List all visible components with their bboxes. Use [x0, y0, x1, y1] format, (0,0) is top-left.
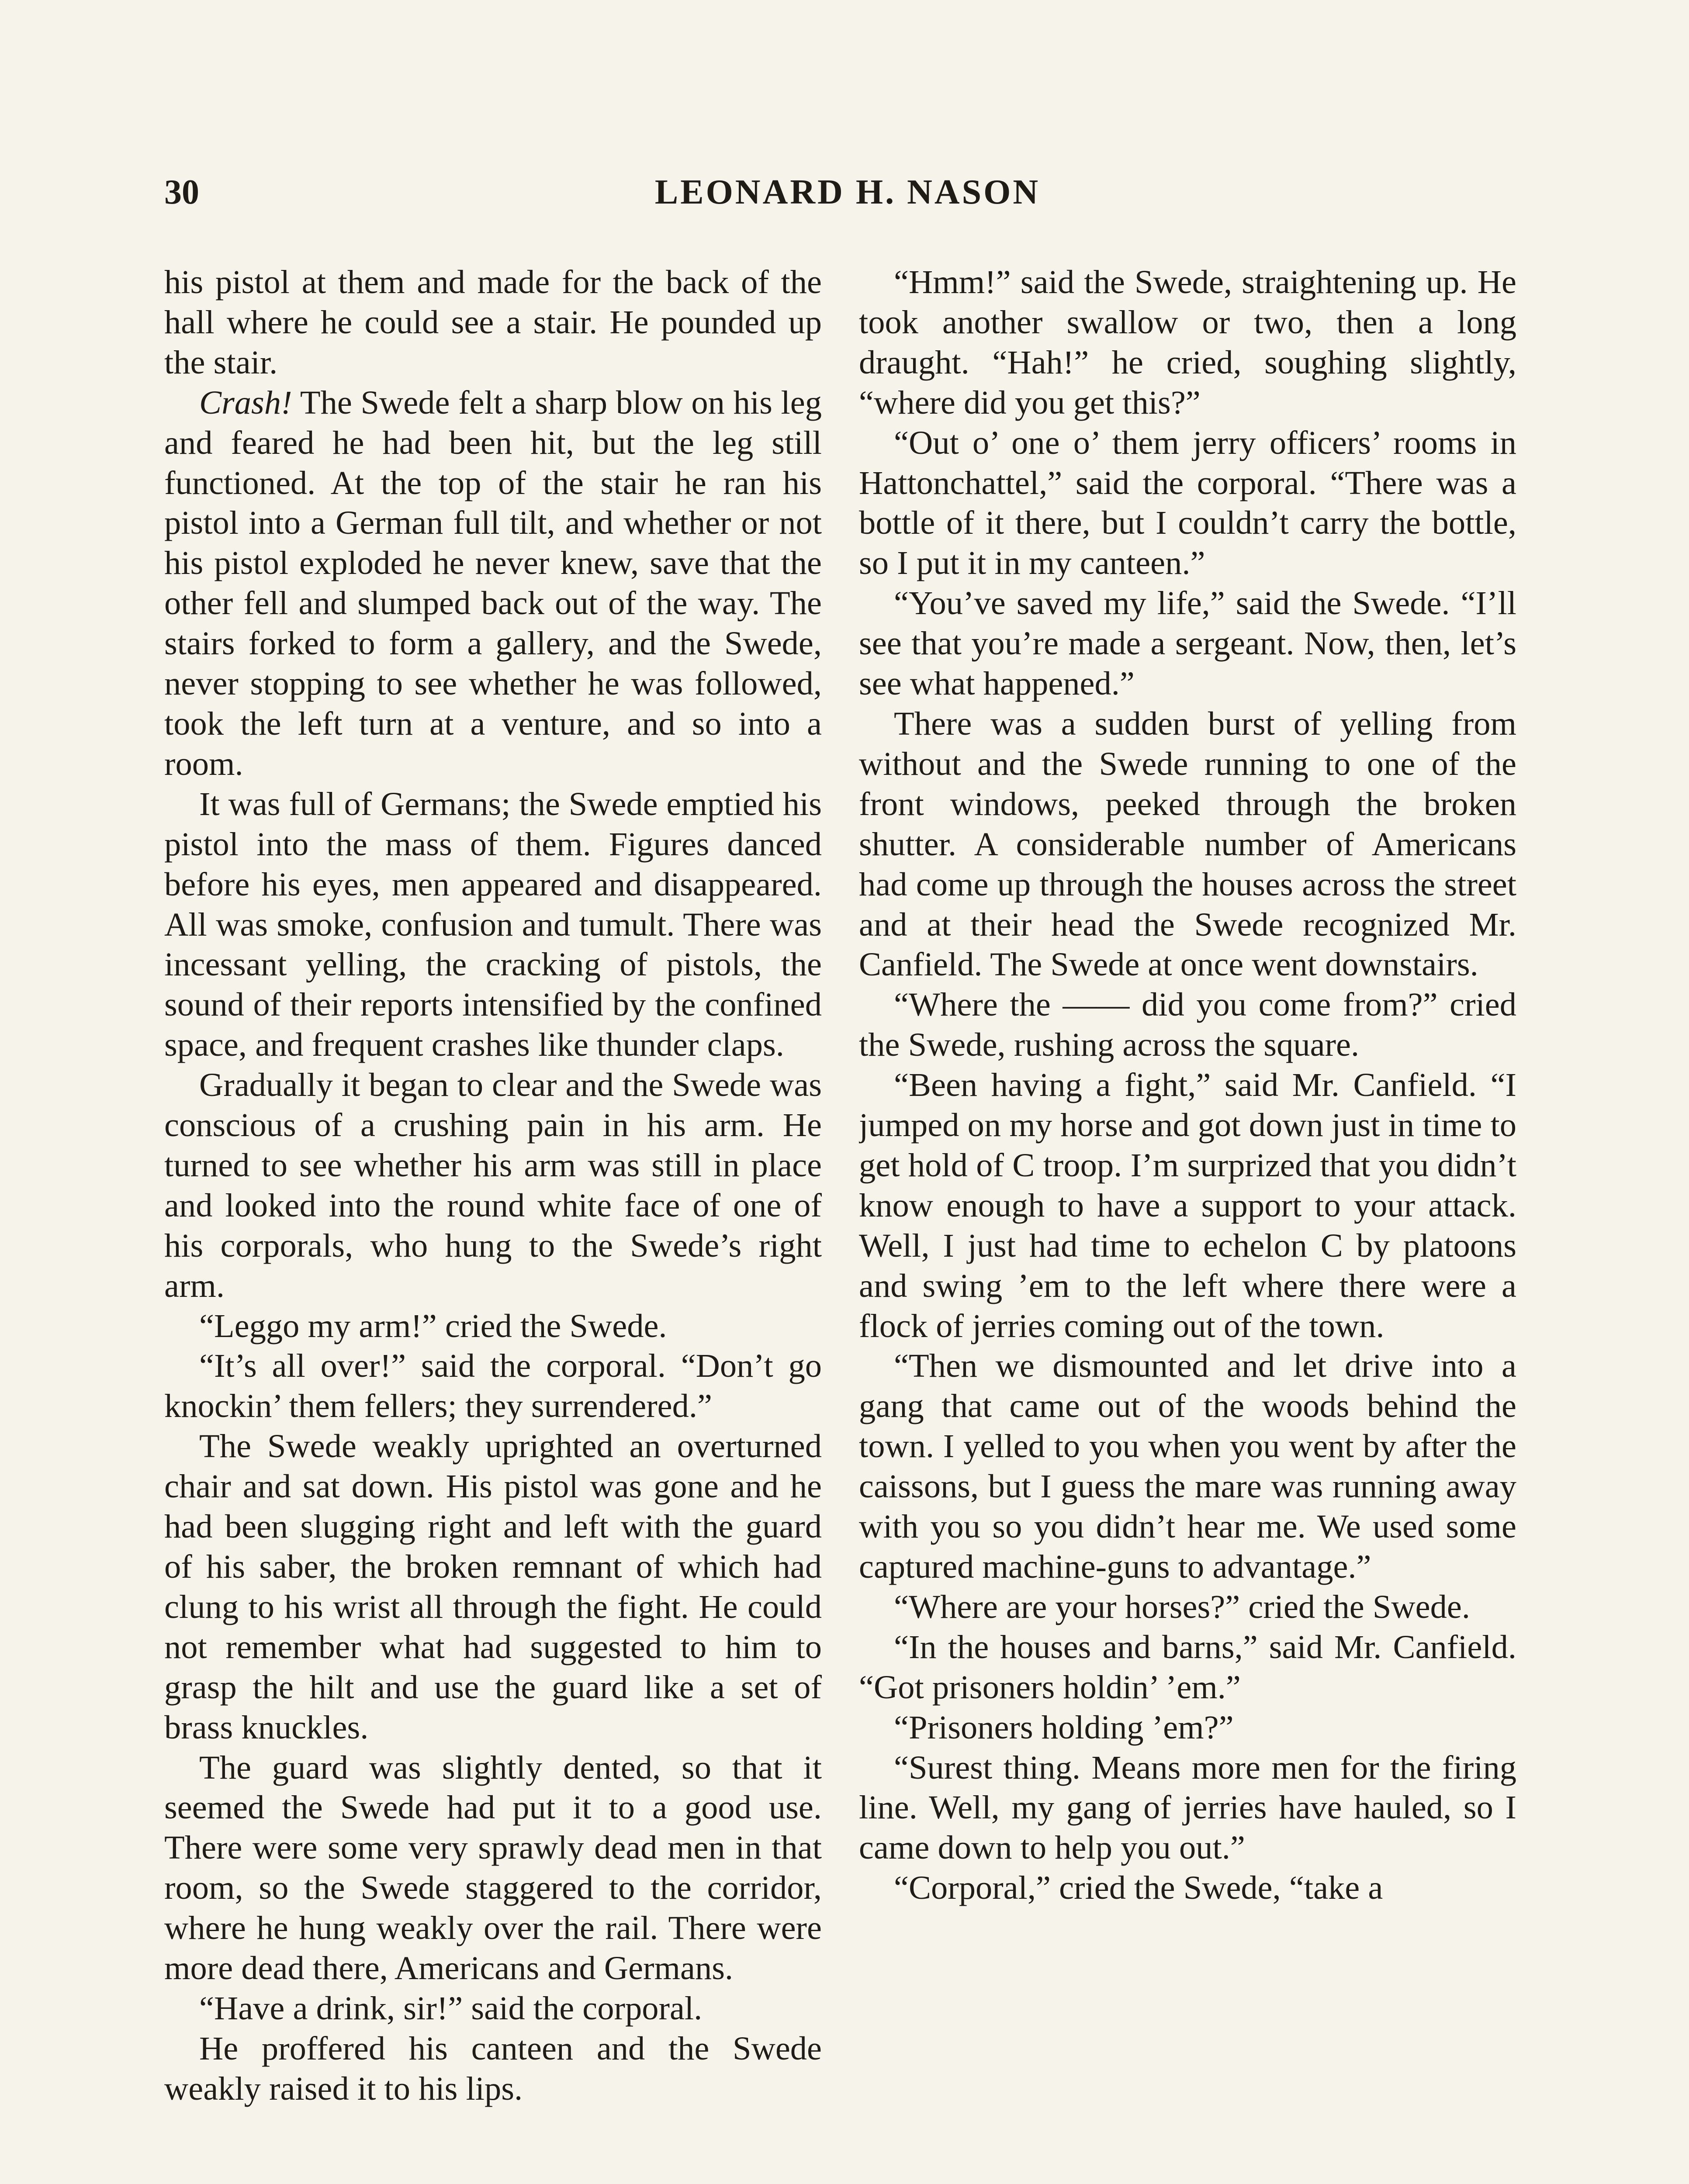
running-head: LEONARD H. NASON: [654, 173, 1041, 211]
paragraph: [164, 1426, 822, 1747]
paragraph: [164, 784, 822, 1065]
paragraph-text: There was a sudden burst of yelling from without and the Swede running to one of the front windows, peeked through the broken shutter. A considerable number of Americans had come up through the houses across the street and at their head the Swede recognized Mr. Canfield. The Swede at once went downstairs.: [859, 705, 1516, 983]
paragraph-text: “In the houses and barns,” said Mr. Canfield. “Got prisoners holdin’ ’em.”: [859, 1628, 1516, 1706]
paragraph: [164, 262, 822, 383]
paragraph-text: It was full of Germans; the Swede emptied his pistol into the mass of them. Figures danced before his eyes, men appeared and disappeared. All was smoke, confusion and tumult. There was incessant yelling, the cracking of pistols, the sound of their reports intensified by the confined space, and frequent crashes like thunder claps.: [164, 785, 822, 1064]
paragraph-text: “You’ve saved my life,” said the Swede. “I’ll see that you’re made a sergeant. Now, then, let’s see what happened.”: [859, 584, 1516, 702]
paragraph: [859, 1627, 1516, 1707]
paragraph: [164, 1065, 822, 1306]
paragraph: [164, 1306, 822, 1346]
paragraph: [859, 1587, 1516, 1627]
paragraph: [859, 1748, 1516, 1868]
paragraph-text: “Corporal,” cried the Swede, “take a: [894, 1869, 1383, 1907]
paragraph-text: “Prisoners holding ’em?”: [894, 1708, 1234, 1746]
paragraph-text: Gradually it began to clear and the Swede was conscious of a crushing pain in his arm. He turned to see whether his arm was still in place and looked into the round white face of one of his corporals, who hung to the Swede’s right arm.: [164, 1066, 822, 1304]
paragraph-text: The Swede weakly uprighted an overturned chair and sat down. His pistol was gone and he had been slugging right and left with the guard of his saber, the broken remnant of which had clung to his wrist all through the fight. He could not remember what had suggested to him to grasp the hilt and use the guard like a set of brass knuckles.: [164, 1427, 822, 1746]
paragraph: [164, 383, 822, 784]
right-column: [859, 262, 1516, 2184]
paragraph-text: “Where are your horses?” cried the Swede.: [894, 1588, 1470, 1625]
paragraph: [859, 1868, 1516, 1908]
paragraph: [164, 1988, 822, 2028]
paragraph: [164, 2028, 822, 2109]
paragraph: [859, 1707, 1516, 1748]
paragraph: [859, 1065, 1516, 1346]
paragraph: [859, 1346, 1516, 1586]
paragraph-text: “Where the —— did you come from?” cried the Swede, rushing across the square.: [859, 986, 1516, 1064]
paragraph: [164, 1748, 822, 1988]
paragraph-text: “Been having a fight,” said Mr. Canfield. “I jumped on my horse and got down just in time to get hold of C troop. I’m surprized that you didn’t know enough to have a support to your attack. Well, I just had time to echelon C by platoons and swing ’em to the left where there were a flock of jerries coming out of the town.: [859, 1066, 1516, 1344]
paragraph-text: “Have a drink, sir!” said the corporal.: [199, 1989, 703, 2027]
paragraph-lead: Crash!: [199, 384, 292, 421]
paragraph-text: “It’s all over!” said the corporal. “Don’t go knockin’ them fellers; they surrendered.”: [164, 1347, 822, 1425]
paragraph: [859, 262, 1516, 423]
paragraph: [859, 985, 1516, 1065]
paragraph: [164, 1346, 822, 1426]
paragraph-text: “Hmm!” said the Swede, straightening up. He took another swallow or two, then a long draught. “Hah!” he cried, soughing slightly, “where did you get this?”: [859, 263, 1516, 421]
paragraph: [859, 704, 1516, 985]
paragraph: [859, 423, 1516, 584]
paragraph-text: “Out o’ one o’ them jerry officers’ rooms in Hattonchattel,” said the corporal. “There was a bottle of it there, but I couldn’t carry the bottle, so I put it in my canteen.”: [859, 424, 1516, 582]
paragraph-text: He proffered his canteen and the Swede weakly raised it to his lips.: [164, 2029, 822, 2107]
paragraph-text: The guard was slightly dented, so that it seemed the Swede had put it to a good use. There were some very sprawly dead men in that room, so the Swede staggered to the corridor, where he hung weakly over the rail. There were more dead there, Americans and Germans.: [164, 1749, 822, 1987]
paragraph-text: “Surest thing. Means more men for the firing line. Well, my gang of jerries have hauled, so I came down to help you out.”: [859, 1749, 1516, 1866]
paragraph-text: his pistol at them and made for the back of the hall where he could see a stair. He pounded up the stair.: [164, 263, 822, 381]
paragraph-text: The Swede felt a sharp blow on his leg and feared he had been hit, but the leg still functioned. At the top of the stair he ran his pistol into a German full tilt, and whether or not his pistol exploded he never knew, save that the other fell and slumped back out of the way. The stairs forked to form a gallery, and the Swede, never stopping to see whether he was followed, took the left turn at a venture, and so into a room.: [164, 384, 822, 782]
paragraph-text: “Then we dismounted and let drive into a gang that came out of the woods behind the town. I yelled to you when you went by after the caissons, but I guess the mare was running away with you so you didn’t hear me. We used some captured machine-guns to advantage.”: [859, 1347, 1516, 1585]
paragraph: [859, 583, 1516, 704]
left-column: [164, 262, 822, 2184]
page-number: 30: [164, 173, 199, 211]
paragraph-text: “Leggo my arm!” cried the Swede.: [199, 1307, 667, 1344]
